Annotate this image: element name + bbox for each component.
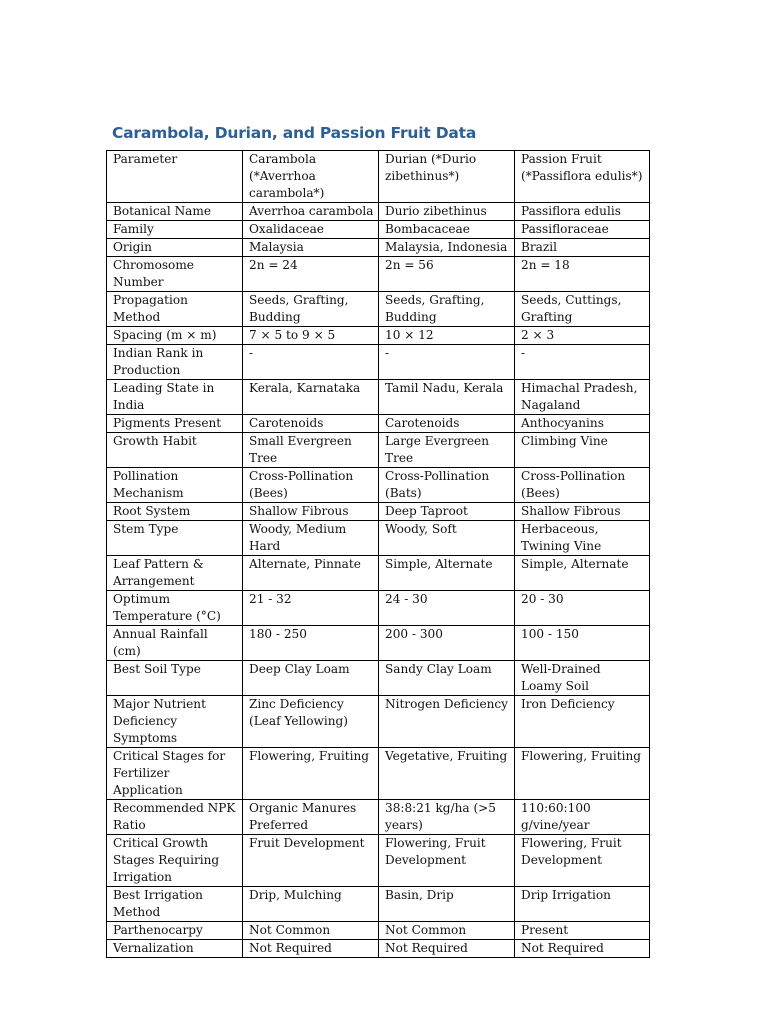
table-row bbox=[107, 835, 650, 887]
table-row bbox=[107, 327, 650, 345]
passion-fruit-cell: Drip Irrigation bbox=[515, 887, 650, 922]
durian-cell: Not Common bbox=[379, 922, 515, 940]
parameter-cell: Vernalization bbox=[107, 940, 243, 958]
durian-cell: Bombacaceae bbox=[379, 221, 515, 239]
durian-cell: Durio zibethinus bbox=[379, 203, 515, 221]
table-row bbox=[107, 415, 650, 433]
table-row bbox=[107, 203, 650, 221]
carambola-cell: Cross-Pollination (Bees) bbox=[243, 468, 379, 503]
durian-cell: Tamil Nadu, Kerala bbox=[379, 380, 515, 415]
passion-fruit-cell: Brazil bbox=[515, 239, 650, 257]
carambola-cell: Small Evergreen Tree bbox=[243, 433, 379, 468]
parameter-cell: Chromosome Number bbox=[107, 257, 243, 292]
carambola-cell: Zinc Deficiency (Leaf Yellowing) bbox=[243, 696, 379, 748]
passion-fruit-cell: Anthocyanins bbox=[515, 415, 650, 433]
fruit-data-table bbox=[106, 150, 650, 958]
parameter-cell: Leading State in India bbox=[107, 380, 243, 415]
table-row bbox=[107, 940, 650, 958]
table-row bbox=[107, 922, 650, 940]
durian-cell: Carotenoids bbox=[379, 415, 515, 433]
passion-fruit-cell: Present bbox=[515, 922, 650, 940]
passion-fruit-cell: Flowering, Fruit Development bbox=[515, 835, 650, 887]
passion-fruit-cell: Passiflora edulis bbox=[515, 203, 650, 221]
durian-cell: 10 × 12 bbox=[379, 327, 515, 345]
passion-fruit-cell: 110:60:100 g/vine/year bbox=[515, 800, 650, 835]
passion-fruit-cell: Simple, Alternate bbox=[515, 556, 650, 591]
durian-cell: Not Required bbox=[379, 940, 515, 958]
table-row bbox=[107, 433, 650, 468]
durian-cell: Woody, Soft bbox=[379, 521, 515, 556]
carambola-cell: 2n = 24 bbox=[243, 257, 379, 292]
parameter-cell: Stem Type bbox=[107, 521, 243, 556]
passion-fruit-cell: Passifloraceae bbox=[515, 221, 650, 239]
carambola-cell: Organic Manures Preferred bbox=[243, 800, 379, 835]
durian-cell: Malaysia, Indonesia bbox=[379, 239, 515, 257]
passion-fruit-cell: - bbox=[515, 345, 650, 380]
durian-cell: 38:8:21 kg/ha (>5 years) bbox=[379, 800, 515, 835]
durian-cell: Vegetative, Fruiting bbox=[379, 748, 515, 800]
passion-fruit-cell: Seeds, Cuttings, Grafting bbox=[515, 292, 650, 327]
durian-cell: Seeds, Grafting, Budding bbox=[379, 292, 515, 327]
table-row bbox=[107, 800, 650, 835]
durian-cell: Cross-Pollination (Bats) bbox=[379, 468, 515, 503]
carambola-cell: Shallow Fibrous bbox=[243, 503, 379, 521]
carambola-cell: Fruit Development bbox=[243, 835, 379, 887]
table-row bbox=[107, 748, 650, 800]
passion-fruit-cell: 20 - 30 bbox=[515, 591, 650, 626]
table-row bbox=[107, 591, 650, 626]
passion-fruit-cell: Flowering, Fruiting bbox=[515, 748, 650, 800]
document-title: Carambola, Durian, and Passion Fruit Data bbox=[112, 124, 477, 142]
passion-fruit-cell: Himachal Pradesh, Nagaland bbox=[515, 380, 650, 415]
carambola-cell: Flowering, Fruiting bbox=[243, 748, 379, 800]
durian-cell: Simple, Alternate bbox=[379, 556, 515, 591]
carambola-cell: Drip, Mulching bbox=[243, 887, 379, 922]
carambola-cell: Malaysia bbox=[243, 239, 379, 257]
carambola-cell: Seeds, Grafting, Budding bbox=[243, 292, 379, 327]
table-row bbox=[107, 521, 650, 556]
passion-fruit-cell: 2n = 18 bbox=[515, 257, 650, 292]
table-row bbox=[107, 380, 650, 415]
parameter-cell: Optimum Temperature (°C) bbox=[107, 591, 243, 626]
parameter-cell: Major Nutrient Deficiency Symptoms bbox=[107, 696, 243, 748]
parameter-cell: Root System bbox=[107, 503, 243, 521]
table-row bbox=[107, 696, 650, 748]
parameter-cell: Botanical Name bbox=[107, 203, 243, 221]
header-cell-durian: Durian (*Durio zibethinus*) bbox=[379, 151, 515, 203]
carambola-cell: Averrhoa carambola bbox=[243, 203, 379, 221]
passion-fruit-cell: Iron Deficiency bbox=[515, 696, 650, 748]
carambola-cell: Deep Clay Loam bbox=[243, 661, 379, 696]
table-row bbox=[107, 221, 650, 239]
durian-cell: Large Evergreen Tree bbox=[379, 433, 515, 468]
durian-cell: Deep Taproot bbox=[379, 503, 515, 521]
parameter-cell: Leaf Pattern & Arrangement bbox=[107, 556, 243, 591]
durian-cell: Nitrogen Deficiency bbox=[379, 696, 515, 748]
durian-cell: - bbox=[379, 345, 515, 380]
parameter-cell: Indian Rank in Production bbox=[107, 345, 243, 380]
passion-fruit-cell: Well-Drained Loamy Soil bbox=[515, 661, 650, 696]
header-cell-carambola: Carambola (*Averrhoa carambola*) bbox=[243, 151, 379, 203]
table-row bbox=[107, 257, 650, 292]
carambola-cell: Woody, Medium Hard bbox=[243, 521, 379, 556]
parameter-cell: Best Soil Type bbox=[107, 661, 243, 696]
passion-fruit-cell: 100 - 150 bbox=[515, 626, 650, 661]
carambola-cell: 7 × 5 to 9 × 5 bbox=[243, 327, 379, 345]
parameter-cell: Best Irrigation Method bbox=[107, 887, 243, 922]
carambola-cell: Oxalidaceae bbox=[243, 221, 379, 239]
passion-fruit-cell: Herbaceous, Twining Vine bbox=[515, 521, 650, 556]
durian-cell: 24 - 30 bbox=[379, 591, 515, 626]
durian-cell: Flowering, Fruit Development bbox=[379, 835, 515, 887]
table-row bbox=[107, 503, 650, 521]
parameter-cell: Pigments Present bbox=[107, 415, 243, 433]
parameter-cell: Parthenocarpy bbox=[107, 922, 243, 940]
table-row bbox=[107, 626, 650, 661]
carambola-cell: Carotenoids bbox=[243, 415, 379, 433]
parameter-cell: Annual Rainfall (cm) bbox=[107, 626, 243, 661]
table-header-row bbox=[107, 151, 650, 203]
passion-fruit-cell: Not Required bbox=[515, 940, 650, 958]
durian-cell: Basin, Drip bbox=[379, 887, 515, 922]
passion-fruit-cell: Shallow Fibrous bbox=[515, 503, 650, 521]
passion-fruit-cell: 2 × 3 bbox=[515, 327, 650, 345]
carambola-cell: Alternate, Pinnate bbox=[243, 556, 379, 591]
table-row bbox=[107, 468, 650, 503]
parameter-cell: Family bbox=[107, 221, 243, 239]
parameter-cell: Growth Habit bbox=[107, 433, 243, 468]
carambola-cell: 21 - 32 bbox=[243, 591, 379, 626]
carambola-cell: 180 - 250 bbox=[243, 626, 379, 661]
carambola-cell: Not Common bbox=[243, 922, 379, 940]
parameter-cell: Propagation Method bbox=[107, 292, 243, 327]
table-body bbox=[107, 151, 650, 958]
table-row bbox=[107, 887, 650, 922]
carambola-cell: Not Required bbox=[243, 940, 379, 958]
carambola-cell: - bbox=[243, 345, 379, 380]
durian-cell: 2n = 56 bbox=[379, 257, 515, 292]
parameter-cell: Critical Stages for Fertilizer Application bbox=[107, 748, 243, 800]
parameter-cell: Origin bbox=[107, 239, 243, 257]
carambola-cell: Kerala, Karnataka bbox=[243, 380, 379, 415]
passion-fruit-cell: Cross-Pollination (Bees) bbox=[515, 468, 650, 503]
parameter-cell: Pollination Mechanism bbox=[107, 468, 243, 503]
parameter-cell: Spacing (m × m) bbox=[107, 327, 243, 345]
durian-cell: 200 - 300 bbox=[379, 626, 515, 661]
header-cell-passion-fruit: Passion Fruit (*Passiflora edulis*) bbox=[515, 151, 650, 203]
durian-cell: Sandy Clay Loam bbox=[379, 661, 515, 696]
passion-fruit-cell: Climbing Vine bbox=[515, 433, 650, 468]
header-cell-parameter: Parameter bbox=[107, 151, 243, 203]
parameter-cell: Recommended NPK Ratio bbox=[107, 800, 243, 835]
table-row bbox=[107, 292, 650, 327]
table-row bbox=[107, 239, 650, 257]
table-row bbox=[107, 556, 650, 591]
parameter-cell: Critical Growth Stages Requiring Irrigation bbox=[107, 835, 243, 887]
table-row bbox=[107, 661, 650, 696]
table-row bbox=[107, 345, 650, 380]
